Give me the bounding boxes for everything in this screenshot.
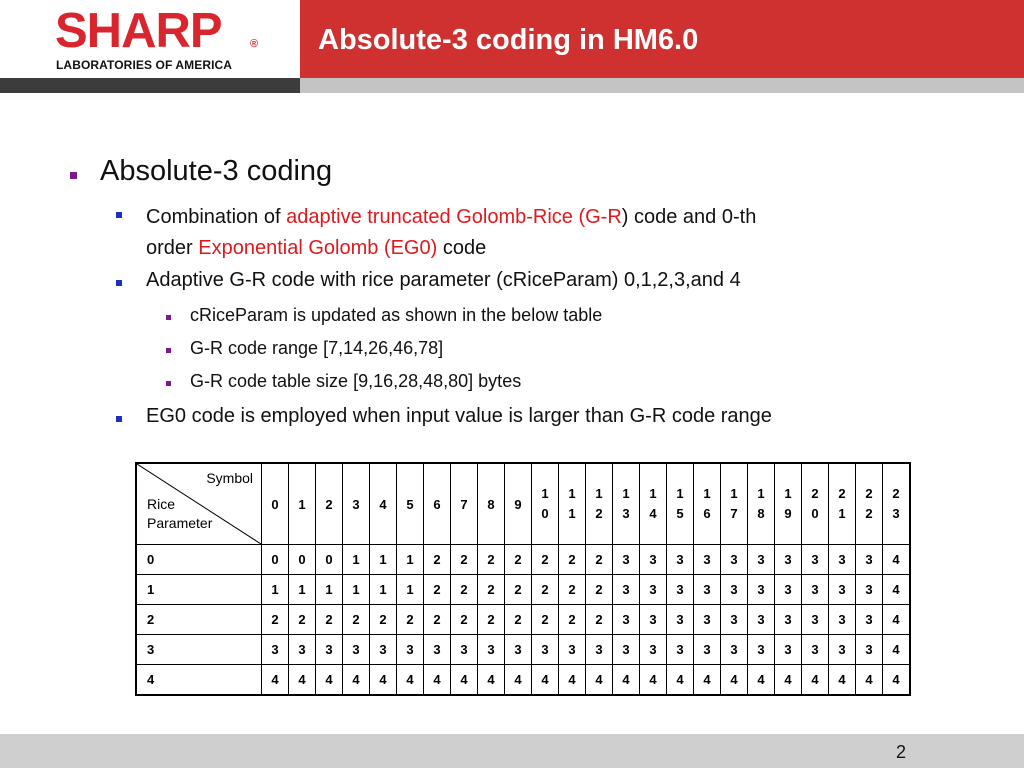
- table-cell: 3: [802, 635, 829, 665]
- table-cell: 3: [478, 635, 505, 665]
- bullet-highlight-eg0: Exponential Golomb (EG0): [198, 237, 438, 259]
- footer-bar: [0, 734, 1024, 768]
- table-cell: 3: [721, 605, 748, 635]
- table-cell: 3: [829, 545, 856, 575]
- bullet-text-part: ) code and 0-th: [621, 206, 757, 228]
- table-cell: 4: [748, 665, 775, 696]
- table-cell: 0: [289, 545, 316, 575]
- table-cell: 4: [613, 665, 640, 696]
- bullet-square-icon: [70, 172, 77, 179]
- table-cell: 1: [397, 545, 424, 575]
- table-cell: 3: [748, 575, 775, 605]
- table-column-header: [856, 463, 883, 545]
- bullet-square-icon: [116, 212, 122, 218]
- table-cell: 3: [721, 575, 748, 605]
- table-cell: 3: [559, 635, 586, 665]
- table-column-header: [532, 463, 559, 545]
- table-cell: 2: [424, 605, 451, 635]
- table-cell: 4: [883, 605, 911, 635]
- table-cell: 3: [505, 635, 532, 665]
- table-cell: 1: [316, 575, 343, 605]
- corner-symbol-label: Symbol: [206, 470, 253, 486]
- corner-rice-word: Rice: [147, 496, 176, 512]
- table-column-header: [802, 463, 829, 545]
- table-cell: 2: [586, 605, 613, 635]
- table-row: [136, 575, 910, 605]
- column-header-digit: 2 3: [892, 486, 900, 521]
- table-cell: 3: [613, 545, 640, 575]
- table-cell: 3: [694, 605, 721, 635]
- table-cell: 2: [451, 545, 478, 575]
- table-cell: 3: [289, 635, 316, 665]
- table-cell: 3: [775, 605, 802, 635]
- header-divider-light: [300, 78, 1024, 93]
- table-cell: 2: [478, 545, 505, 575]
- row-label-rice-param: 4: [136, 665, 262, 696]
- table-cell: 4: [883, 665, 911, 696]
- column-header-digit: 1 1: [568, 486, 576, 521]
- column-header-digit: 2 2: [865, 486, 873, 521]
- table-cell: 4: [775, 665, 802, 696]
- table-cell: 1: [343, 545, 370, 575]
- table-cell: 2: [505, 575, 532, 605]
- table-row: [136, 635, 910, 665]
- column-header-digit: 1 7: [730, 486, 738, 521]
- table-cell: 3: [856, 635, 883, 665]
- sub-bullet-text: G-R code table size [9,16,28,48,80] bytes: [190, 371, 522, 391]
- table-column-header: 3: [343, 463, 370, 545]
- table-column-header: 4: [370, 463, 397, 545]
- corner-rice-label: [147, 495, 247, 533]
- bullet-level1-text: Absolute-3 coding: [100, 155, 333, 187]
- bullet-text-part: code: [437, 237, 487, 259]
- slide-title: Absolute-3 coding in HM6.0: [318, 24, 699, 56]
- table-cell: 2: [289, 605, 316, 635]
- table-cell: 3: [721, 545, 748, 575]
- column-header-digit: 1 2: [595, 486, 603, 521]
- bullet-square-icon: [166, 348, 171, 353]
- title-bar: [300, 0, 1024, 78]
- table-row: [136, 545, 910, 575]
- table-column-header: 0: [262, 463, 289, 545]
- table-cell: 4: [721, 665, 748, 696]
- table-cell: 4: [505, 665, 532, 696]
- table-cell: 4: [289, 665, 316, 696]
- table-cell: 4: [397, 665, 424, 696]
- column-header-digit: 1 6: [703, 486, 711, 521]
- table-cell: 2: [559, 575, 586, 605]
- table-cell: 3: [748, 545, 775, 575]
- column-header-digit: 1 5: [676, 486, 684, 521]
- table-corner-cell: [136, 463, 262, 545]
- table-cell: 1: [370, 545, 397, 575]
- sharp-logo: SHARP: [55, 4, 222, 58]
- table-cell: 2: [370, 605, 397, 635]
- table-cell: 2: [505, 605, 532, 635]
- header-divider-dark: [0, 78, 300, 93]
- table-cell: 1: [262, 575, 289, 605]
- table-header-row: [136, 463, 910, 545]
- table-cell: 2: [586, 575, 613, 605]
- corner-parameter-word: Parameter: [147, 515, 213, 531]
- sub-bullet-text: G-R code range [7,14,26,46,78]: [190, 338, 444, 358]
- table-cell: 3: [775, 575, 802, 605]
- sub-bullet-text: cRiceParam is updated as shown in the below table: [190, 305, 603, 325]
- table-cell: 2: [316, 605, 343, 635]
- table-cell: 2: [532, 605, 559, 635]
- registered-mark: ®: [250, 38, 259, 50]
- table-cell: 2: [451, 605, 478, 635]
- table-cell: 1: [370, 575, 397, 605]
- table-cell: 3: [829, 575, 856, 605]
- logo-area: [0, 0, 300, 78]
- table-cell: 2: [559, 605, 586, 635]
- table-cell: 3: [424, 635, 451, 665]
- table-cell: 4: [370, 665, 397, 696]
- table-column-header: [586, 463, 613, 545]
- bullet-eg0-text: EG0 code is employed when input value is larger than G-R code range: [146, 405, 772, 427]
- table-cell: 3: [802, 545, 829, 575]
- table-cell: 4: [559, 665, 586, 696]
- table-cell: 3: [802, 575, 829, 605]
- table-cell: 4: [802, 665, 829, 696]
- table-cell: 2: [505, 545, 532, 575]
- table-column-header: 2: [316, 463, 343, 545]
- table-cell: 1: [289, 575, 316, 605]
- table-column-header: [613, 463, 640, 545]
- row-label-rice-param: 0: [136, 545, 262, 575]
- table-column-header: 6: [424, 463, 451, 545]
- table-cell: 3: [694, 545, 721, 575]
- table-cell: 4: [694, 665, 721, 696]
- logo-subtitle: LABORATORIES OF AMERICA: [56, 58, 233, 72]
- row-label-rice-param: 3: [136, 635, 262, 665]
- table-cell: 3: [613, 605, 640, 635]
- table-cell: 4: [856, 665, 883, 696]
- table-cell: 3: [748, 605, 775, 635]
- table-column-header: [829, 463, 856, 545]
- table-column-header: [775, 463, 802, 545]
- table-column-header: 9: [505, 463, 532, 545]
- column-header-digit: 1 3: [622, 486, 630, 521]
- table-cell: 3: [640, 575, 667, 605]
- table-cell: 2: [532, 575, 559, 605]
- table-cell: 4: [478, 665, 505, 696]
- table-cell: 3: [640, 605, 667, 635]
- table-cell: 2: [424, 545, 451, 575]
- table-column-header: 7: [451, 463, 478, 545]
- table-cell: 3: [343, 635, 370, 665]
- table-cell: 2: [262, 605, 289, 635]
- table-cell: 3: [451, 635, 478, 665]
- table-cell: 3: [694, 575, 721, 605]
- table-cell: 3: [586, 635, 613, 665]
- table-cell: 4: [262, 665, 289, 696]
- table-cell: 3: [262, 635, 289, 665]
- table-cell: 4: [640, 665, 667, 696]
- table-row: [136, 605, 910, 635]
- table-cell: 3: [856, 605, 883, 635]
- table-cell: 3: [775, 635, 802, 665]
- table-cell: 2: [343, 605, 370, 635]
- column-header-digit: 1 4: [649, 486, 657, 521]
- table-cell: 4: [667, 665, 694, 696]
- table-cell: 2: [586, 545, 613, 575]
- table-cell: 2: [559, 545, 586, 575]
- table-cell: 3: [802, 605, 829, 635]
- table-cell: 2: [397, 605, 424, 635]
- table-cell: 4: [343, 665, 370, 696]
- table-cell: 3: [667, 605, 694, 635]
- table-cell: 4: [883, 545, 911, 575]
- column-header-digit: 1 0: [541, 486, 549, 521]
- table-cell: 2: [451, 575, 478, 605]
- table-row: [136, 665, 910, 696]
- bullet-highlight-golomb-rice: adaptive truncated Golomb-Rice (G-R: [286, 206, 622, 228]
- table-column-header: [694, 463, 721, 545]
- bullet-square-icon: [166, 315, 171, 320]
- table-cell: 1: [397, 575, 424, 605]
- table-column-header: [667, 463, 694, 545]
- rice-param-table-grid: [135, 462, 911, 696]
- bullet-text-part: order: [146, 237, 199, 259]
- bullet-adaptive-text: Adaptive G-R code with rice parameter (cRiceParam) 0,1,2,3,and 4: [146, 269, 741, 291]
- table-cell: 4: [532, 665, 559, 696]
- column-header-digit: 2 0: [811, 486, 819, 521]
- table-column-header: [559, 463, 586, 545]
- row-label-rice-param: 2: [136, 605, 262, 635]
- table-cell: 3: [856, 545, 883, 575]
- table-cell: 3: [667, 575, 694, 605]
- table-cell: 3: [748, 635, 775, 665]
- table-column-header: 8: [478, 463, 505, 545]
- table-cell: 4: [424, 665, 451, 696]
- table-cell: 3: [694, 635, 721, 665]
- table-cell: 4: [451, 665, 478, 696]
- table-cell: 4: [883, 575, 911, 605]
- table-cell: 3: [613, 635, 640, 665]
- table-cell: 2: [478, 605, 505, 635]
- table-cell: 0: [316, 545, 343, 575]
- table-cell: 4: [586, 665, 613, 696]
- table-cell: 1: [343, 575, 370, 605]
- table-cell: 3: [667, 545, 694, 575]
- bullet-square-icon: [116, 416, 122, 422]
- table-cell: 3: [829, 605, 856, 635]
- table-cell: 3: [316, 635, 343, 665]
- table-cell: 2: [424, 575, 451, 605]
- table-column-header: [640, 463, 667, 545]
- table-cell: 2: [478, 575, 505, 605]
- table-cell: 0: [262, 545, 289, 575]
- table-cell: 3: [532, 635, 559, 665]
- table-column-header: [721, 463, 748, 545]
- column-header-digit: 1 8: [757, 486, 765, 521]
- table-cell: 4: [829, 665, 856, 696]
- table-column-header: [748, 463, 775, 545]
- table-cell: 3: [829, 635, 856, 665]
- table-cell: 3: [370, 635, 397, 665]
- bullet-combination-text: [146, 202, 986, 264]
- table-cell: 4: [883, 635, 911, 665]
- table-cell: 3: [775, 545, 802, 575]
- rice-param-table: [135, 462, 911, 696]
- bullet-square-icon: [166, 381, 171, 386]
- bullet-text-part: Combination of: [146, 206, 287, 228]
- table-column-header: 1: [289, 463, 316, 545]
- table-cell: 3: [613, 575, 640, 605]
- page-number: 2: [895, 742, 906, 762]
- table-cell: 3: [640, 545, 667, 575]
- table-cell: 3: [667, 635, 694, 665]
- row-label-rice-param: 1: [136, 575, 262, 605]
- table-cell: 3: [721, 635, 748, 665]
- table-cell: 3: [397, 635, 424, 665]
- table-column-header: 5: [397, 463, 424, 545]
- table-cell: 3: [640, 635, 667, 665]
- table-cell: 4: [316, 665, 343, 696]
- table-cell: 2: [532, 545, 559, 575]
- table-cell: 3: [856, 575, 883, 605]
- bullet-square-icon: [116, 280, 122, 286]
- column-header-digit: 1 9: [784, 486, 792, 521]
- column-header-digit: 2 1: [838, 486, 846, 521]
- table-column-header: [883, 463, 911, 545]
